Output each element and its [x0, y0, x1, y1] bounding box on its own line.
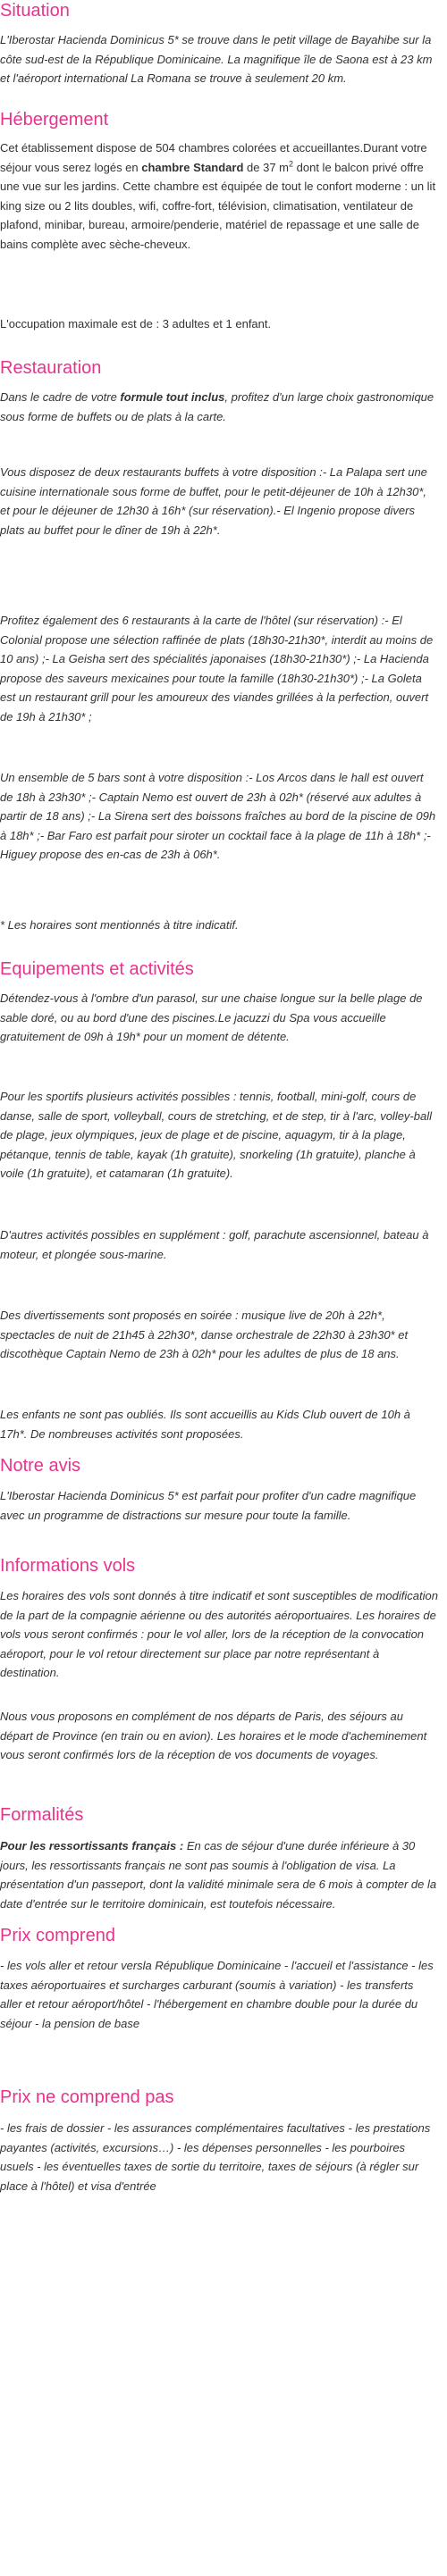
hebergement-text-b: de 37 m: [243, 160, 290, 174]
restauration-buffets: Vous disposez de deux restaurants buffets à votre disposition :- La Palapa sert une cuisine internationale sous forme de buffet, pour le petit-déjeuner de 10h à 12h30*, et pour le déjeuner de 12h30 à 16h* (sur réservation).- El Ingenio propose divers plats au buffet pour le dîner de 19h à 22h*.: [0, 465, 427, 537]
hebergement-text-c: dont le balcon privé offre une vue sur les jardins. Cette chambre est équipée de tout le confort moderne : un lit king size ou 2 lits doubles, wifi, coffre-fort, télévision, climatisation, ventilateur de plafond, minibar, bureau, armoire/penderie, matériel de repassage et une salle de bains complète avec sèche-cheveux.: [0, 160, 436, 251]
section-title-vols: Informations vols: [0, 1556, 136, 1576]
situation-text: L'Iberostar Hacienda Dominicus 5* se trouve dans le petit village de Bayahibe sur la côte sud-est de la République Dominicaine. La magnifique île de Saona est à 23 km et l'aéroport international La Romana se trouve à seulement 20 km.: [0, 33, 433, 85]
section-title-situation: Situation: [0, 1, 70, 21]
equipements-relax: Détendez-vous à l'ombre d'un parasol, sur une chaise longue sur la belle plage de sable doré, ou au bord d'une des piscines.Le jacuzzi du Spa vous accueille gratuitement de 09h à 19h* pour un moment de détente.: [0, 991, 423, 1043]
hebergement-occupancy: L'occupation maximale est de : 3 adultes et 1 enfant.: [0, 317, 272, 330]
restauration-intro: [0, 388, 438, 426]
hebergement-text: [0, 138, 438, 254]
section-title-restauration: Restauration: [0, 358, 102, 378]
restauration-formula: formule tout inclus: [120, 390, 225, 404]
equipements-sports: Pour les sportifs plusieurs activités possibles : tennis, football, mini-golf, cours de danse, salle de sport, volleyball, cours de stretching, et de step, tir à l'arc, volley-ball de plage, jeux olympiques, jeux de plage et de piscine, aquagym, tir à la plage, pétanque, tennis de table, kayak (1h gratuite), snorkeling (1h gratuite), planche à voile (1h gratuite), et catamaran (1h gratuite).: [0, 1090, 432, 1180]
prix-comprend-text: - les vols aller et retour versla République Dominicaine - l'accueil et l'assistance - les taxes aéroportuaires et surcharges carburant (soumis à variation) - les transferts aller et retour aéroport/hôtel - l'hébergement en chambre double pour la durée du séjour - la pension de base: [0, 1959, 434, 2030]
formalites-text-body: En cas de séjour d'une durée inférieure à 30 jours, les ressortissants français ne sont pas soumis à l'obligation de visa. La présentation d'un passeport, dont la validité minimale sera de 6 mois à compter de la date d'entrée sur le territoire dominicain, est toutefois nécessaire.: [0, 1839, 437, 1911]
prix-ne-comprend-pas-text: - les frais de dossier - les assurances complémentaires facultatives - les prestations payantes (activités, excursions…) - les dépenses personnelles - les pourboires usuels - les éventuelles taxes de sortie du territoire, taxes de séjours (à régler sur place à l'hôtel) et visa d'entrée: [0, 2121, 431, 2193]
formalites-text: [0, 1836, 438, 1913]
equipements-paid-activities: D'autres activités possibles en supplément : golf, parachute ascensionnel, bateau à moteur, et plongée sous-marine.: [0, 1228, 429, 1261]
section-title-formalites: Formalités: [0, 1805, 84, 1825]
restauration-bars: Un ensemble de 5 bars sont à votre disposition :- Los Arcos dans le hall est ouvert de 18h à 23h30* ;- Captain Nemo est ouvert de 23h à 02h* (réservé aux adultes à partir de 18 ans) ;- La Sirena sert des boissons fraîches au bord de la piscine de 09h à 18h* ;- Bar Faro est parfait pour siroter un cocktail face à la plage de 11h à 18h* ;- Higuey propose des en-cas de 23h à 06h*.: [0, 771, 436, 861]
restauration-intro-b: , profitez d'un large choix gastronomique sous forme de buffets ou de plats à la carte.: [0, 390, 434, 423]
restauration-a-la-carte: Profitez également des 6 restaurants à la carte de l'hôtel (sur réservation) :- El Colonial propose une sélection raffinée de plats (18h30-21h30*, interdit au moins de 10 ans) ;- La Geisha sert des spécialités japonaises (18h30-21h30*) ;- La Hacienda propose des saveurs mexicaines pour toute la famille (18h30-21h30*) ;- La Goleta est un restaurant grill pour les amoureux des viandes grillées à la perfection, ouvert de 19h à 21h30* ;: [0, 614, 434, 723]
avis-text: L'Iberostar Hacienda Dominicus 5* est parfait pour profiter d'un cadre magnifique avec un programme de distractions sur mesure pour toute la famille.: [0, 1489, 417, 1522]
vols-schedule: Les horaires des vols sont donnés à titre indicatif et sont susceptibles de modification de la part de la compagnie aérienne ou des autorités aéroportuaires. Les horaires de vols vous seront confirmés : pour le vol aller, lors de la réception de la convocation aéroport, pour le vol retour directement sur place par notre représentant à destination.: [0, 1589, 438, 1679]
restauration-footnote: * Les horaires sont mentionnés à titre indicatif.: [0, 918, 239, 932]
vols-province-departures: Nous vous proposons en complément de nos départs de Paris, des séjours au départ de Province (en train ou en avion). Les horaires et le mode d'acheminement vous seront confirmés lors de la réception de vos documents de voyages.: [0, 1710, 427, 1761]
section-title-prix-comprend: Prix comprend: [0, 1926, 115, 1945]
section-title-hebergement: Hébergement: [0, 110, 109, 130]
hebergement-text-a: Cet établissement dispose de 504 chambres colorées et accueillantes.Durant votre séjour vous serez logés en: [0, 141, 427, 174]
hebergement-area-unit-sup: 2: [289, 159, 294, 169]
equipements-evening: Des divertissements sont proposés en soirée : musique live de 20h à 22h*, spectacles de nuit de 21h45 à 22h30*, danse orchestrale de 22h30 à 23h30* et discothèque Captain Nemo de 23h à 02h* pour les adultes de plus de 18 ans.: [0, 1309, 409, 1360]
section-title-prix-ne-comprend-pas: Prix ne comprend pas: [0, 2087, 174, 2107]
section-title-avis: Notre avis: [0, 1456, 81, 1476]
restauration-intro-a: Dans le cadre de votre: [0, 390, 121, 404]
equipements-kids-club: Les enfants ne sont pas oubliés. Ils sont accueillis au Kids Club ouvert de 10h à 17h*. De nombreuses activités sont proposées.: [0, 1408, 410, 1441]
formalites-nationality: Pour les ressortissants français :: [0, 1839, 184, 1853]
section-title-equipements: Equipements et activités: [0, 959, 194, 979]
hebergement-room-type: chambre Standard: [141, 160, 244, 174]
